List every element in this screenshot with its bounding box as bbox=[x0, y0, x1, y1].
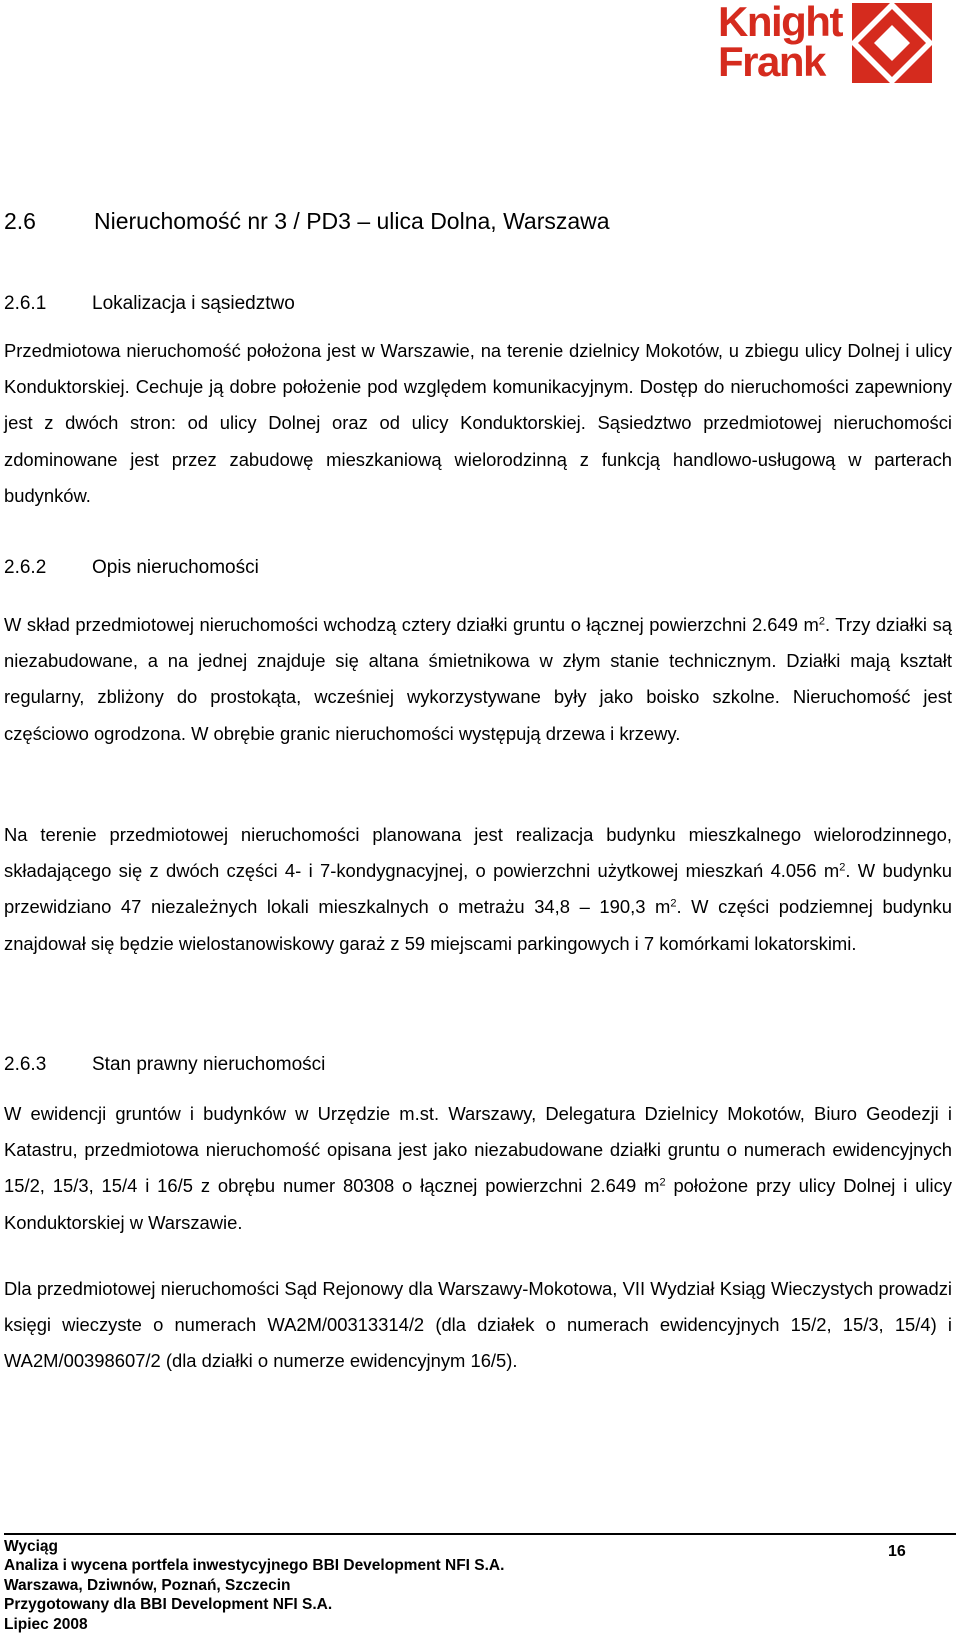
text-fragment: Na terenie przedmiotowej nieruchomości planowana jest realizacja budynku mieszkalnego wielorodzinnego, składającego się z dwóch części 4- i 7-kondygnacyjnej, o powierzchni użytkowej mieszkań 4.056 m bbox=[4, 824, 952, 882]
footer-line: Warszawa, Dziwnów, Poznań, Szczecin bbox=[4, 1576, 291, 1594]
superscript: 2 bbox=[839, 861, 846, 874]
text-fragment: . W części podziemnej budynku znajdował się będzie wielostanowiskowy garaż z 59 miejscami parkingowych i 7 komórkami lokatorskimi. bbox=[4, 896, 952, 954]
subsection-heading-description bbox=[4, 555, 904, 581]
subsection-title: Stan prawny nieruchomości bbox=[92, 1054, 326, 1075]
subsection-number: 2.6.3 bbox=[4, 1054, 47, 1075]
paragraph-land-books: Dla przedmiotowej nieruchomości Sąd Rejonowy dla Warszawy-Mokotowa, VII Wydział Ksiąg Wieczystych prowadzi księgi wieczyste o numerach WA2M/00313314/2 (dla działek o numerach ewidencyjnych 15/2, 15/3, 15/4) i WA2M/00398607/2 (dla działki o numerze ewidencyjnym 16/5). bbox=[4, 1278, 952, 1372]
subsection-heading-legal-status bbox=[4, 1052, 904, 1078]
text-fragment: W ewidencji gruntów i budynków w Urzędzie m.st. Warszawy, Delegatura Dzielnicy Mokotów, Biuro Geodezji i Katastru, przedmiotowa nieruchomość opisana jest jako niezabudowane działki gruntu o numerach ewidencyjnych 15/2, 15/3, 15/4 i 16/5 z obrębu numer 80308 o łącznej powierzchni 2.649 m bbox=[4, 1103, 952, 1197]
subsection-heading-location bbox=[4, 291, 904, 317]
footer-line: Wyciąg bbox=[4, 1538, 58, 1555]
knight-frank-logo bbox=[718, 2, 932, 84]
paragraph-planned-building bbox=[4, 817, 952, 962]
subsection-number: 2.6.1 bbox=[4, 293, 47, 314]
text-fragment: . W budynku przewidziano 47 niezależnych lokali mieszkalnych o metrażu 34,8 – 190,3 m bbox=[4, 860, 952, 918]
subsection-title: Lokalizacja i sąsiedztwo bbox=[92, 293, 295, 314]
logo-line-2: Frank bbox=[718, 38, 825, 85]
superscript: 2 bbox=[818, 615, 825, 628]
footer-line: Analiza i wycena portfela inwestycyjnego BBI Development NFI S.A. bbox=[4, 1557, 505, 1575]
page-number: 16 bbox=[888, 1543, 906, 1560]
footer-line: Przygotowany dla BBI Development NFI S.A. bbox=[4, 1596, 333, 1614]
text-fragment: położone przy ulicy Dolnej i ulicy Konduktorskiej w Warszawie. bbox=[4, 1175, 952, 1233]
subsection-title: Opis nieruchomości bbox=[92, 557, 259, 578]
section-title: Nieruchomość nr 3 / PD3 – ulica Dolna, Warszawa bbox=[94, 208, 610, 234]
superscript: 2 bbox=[670, 897, 677, 910]
logo-mark-icon bbox=[852, 3, 932, 83]
paragraph-land-registry bbox=[4, 1096, 952, 1241]
paragraph-plots bbox=[4, 607, 952, 752]
section-number: 2.6 bbox=[4, 208, 36, 234]
paragraph-location: Przedmiotowa nieruchomość położona jest w Warszawie, na terenie dzielnicy Mokotów, u zbiegu ulicy Dolnej i ulicy Konduktorskiej. Cechuje ją dobre położenie pod względem komunikacyjnym. Dostęp do nieruchomości zapewniony jest z dwóch stron: od ulicy Dolnej oraz od ulicy Konduktorskiej. Sąsiedztwo przedmiotowej nieruchomości zdominowane jest przez zabudowę mieszkaniową wielorodzinną z funkcją handlowo-usługową w parterach budynków. bbox=[4, 340, 952, 506]
superscript: 2 bbox=[659, 1176, 666, 1189]
text-fragment: W skład przedmiotowej nieruchomości wchodzą cztery działki gruntu o łącznej powierzchni 2.649 m bbox=[4, 614, 819, 635]
logo-wordmark bbox=[718, 0, 844, 85]
footer-line: Lipiec 2008 bbox=[4, 1615, 88, 1633]
subsection-number: 2.6.2 bbox=[4, 557, 47, 578]
logo-line-1: Knight bbox=[718, 0, 842, 45]
footer bbox=[4, 1537, 704, 1634]
text-fragment: . Trzy działki są niezabudowane, a na jednej znajduje się altana śmietnikowa w złym stanie technicznym. Działki mają kształt regularny, zbliżony do prostokąta, wcześniej wykorzystywane były jako boisko szkolne. Nieruchomość jest częściowo ogrodzona. W obrębie granic nieruchomości występują drzewa i krzewy. bbox=[4, 614, 952, 744]
footer-divider bbox=[4, 1533, 956, 1535]
